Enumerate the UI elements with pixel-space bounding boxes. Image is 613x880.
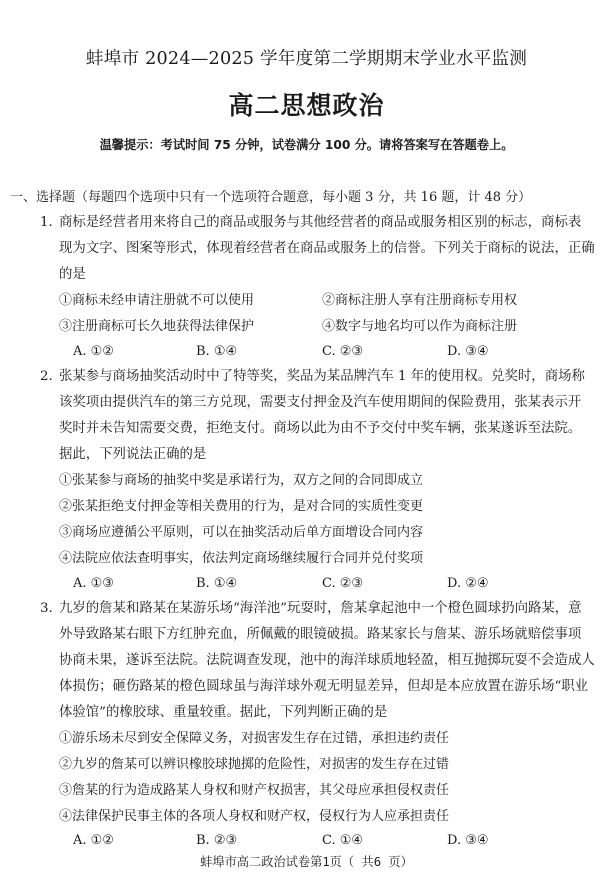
question-text-line: 九岁的詹某和路某在某游乐场“海洋池”玩耍时，詹某拿起池中一个橙色圆球扔向路某，意 [59,601,582,616]
statement: ①商标未经申请注册就不可以使用 [59,293,255,308]
choice-b: B. ①④ [196,576,238,591]
statement: ③注册商标可长久地获得法律保护 [59,319,255,334]
question-number: 2. [40,369,53,384]
question-text-line: 奖时并未告知需要交费，拒绝支付。商场以此为由不予交付中奖车辆，张某遂诉至法院。 [59,421,582,436]
subject-title: 高二思想政治 [228,91,385,120]
choice-d: D. ③④ [447,344,489,359]
statement: ②张某拒绝支付押金等相关费用的行为，是对合同的实质性变更 [59,499,424,514]
choice-c: C. ②③ [322,344,364,359]
question-text-line: 体验馆”的橡胶球、重量较重。据此，下列判断正确的是 [59,705,388,720]
choice-d: D. ③④ [447,833,489,848]
question-text-line: 协商未果，遂诉至法院。法院调查发现，池中的海洋球质地轻盈，相互抛掷玩耍不会造成人 [59,653,595,668]
statement: ②九岁的詹某可以辨识橡胶球抛掷的危险性，对损害的发生存在过错 [59,757,450,772]
statement: ③商场应遵循公平原则，可以在抽奖活动后单方面增设合同内容 [59,525,424,540]
statement: ④法律保护民事主体的各项人身权和财产权，侵权行为人应承担责任 [59,809,450,824]
choice-a: A. ①② [73,344,114,359]
statement: ①张某参与商场的抽奖中奖是承诺行为，双方之间的合同即成立 [59,473,424,488]
question-text-line: 该奖项由提供汽车的第三方兑现，需要支付押金及汽车使用期间的保险费用，张某表示开 [59,395,582,410]
question-text-line: 的是 [59,267,86,282]
statement: ②商标注册人享有注册商标专用权 [322,293,518,308]
choice-d: D. ②④ [447,576,489,591]
choice-a: A. ①② [73,833,114,848]
statement: ④法院应依法查明事实，依法判定商场继续履行合同并兑付奖项 [59,551,424,566]
choice-c: C. ②③ [322,576,364,591]
statement: ③詹某的行为造成路某人身权和财产权损害，其父母应承担侵权责任 [59,783,450,798]
section-heading: 一、选择题（每题四个选项中只有一个选项符合题意，每小题 3 分，共 16 题，计 48 分） [10,190,532,205]
question-text-line: 据此，下列说法正确的是 [59,447,207,462]
question-number: 1. [40,215,53,230]
choice-b: B. ①④ [196,344,238,359]
choice-b: B. ②③ [196,833,238,848]
question-text-line: 张某参与商场抽奖活动时中了特等奖，奖品为某品牌汽车 1 年的使用权。兑奖时，商场称 [59,369,585,384]
choice-c: C. ①④ [322,833,364,848]
question-text-line: 外导致路某右眼下方红肿充血，所佩戴的眼镜破损。路某家长与詹某、游乐场就赔偿事项 [59,627,582,642]
exam-notice: 温馨提示：考试时间 75 分钟，试卷满分 100 分。请将答案写在答题卷上。 [99,138,514,152]
question-number: 3. [40,601,53,616]
statement: ①游乐场未尽到安全保障义务，对损害发生存在过错，承担违约责任 [59,731,450,746]
question-text-line: 商标是经营者用来将自己的商品或服务与其他经营者的商品或服务相区别的标志，商标表 [59,215,582,230]
choice-a: A. ①③ [73,576,114,591]
page-footer: 蚌埠市高二政治试卷第1页（ 共6 页） [200,855,413,869]
statement: ④数字与地名均可以作为商标注册 [322,319,518,334]
question-text-line: 体损伤；砸伤路某的橙色圆球虽与海洋球外观无明显差异，但却是本应放置在游乐场“职业 [59,679,589,694]
exam-title: 蚌埠市 2024—2025 学年度第二学期期末学业水平监测 [85,49,528,69]
question-text-line: 现为文字、图案等形式，体现着经营者在商品或服务上的信誉。下列关于商标的说法，正确 [59,241,595,256]
